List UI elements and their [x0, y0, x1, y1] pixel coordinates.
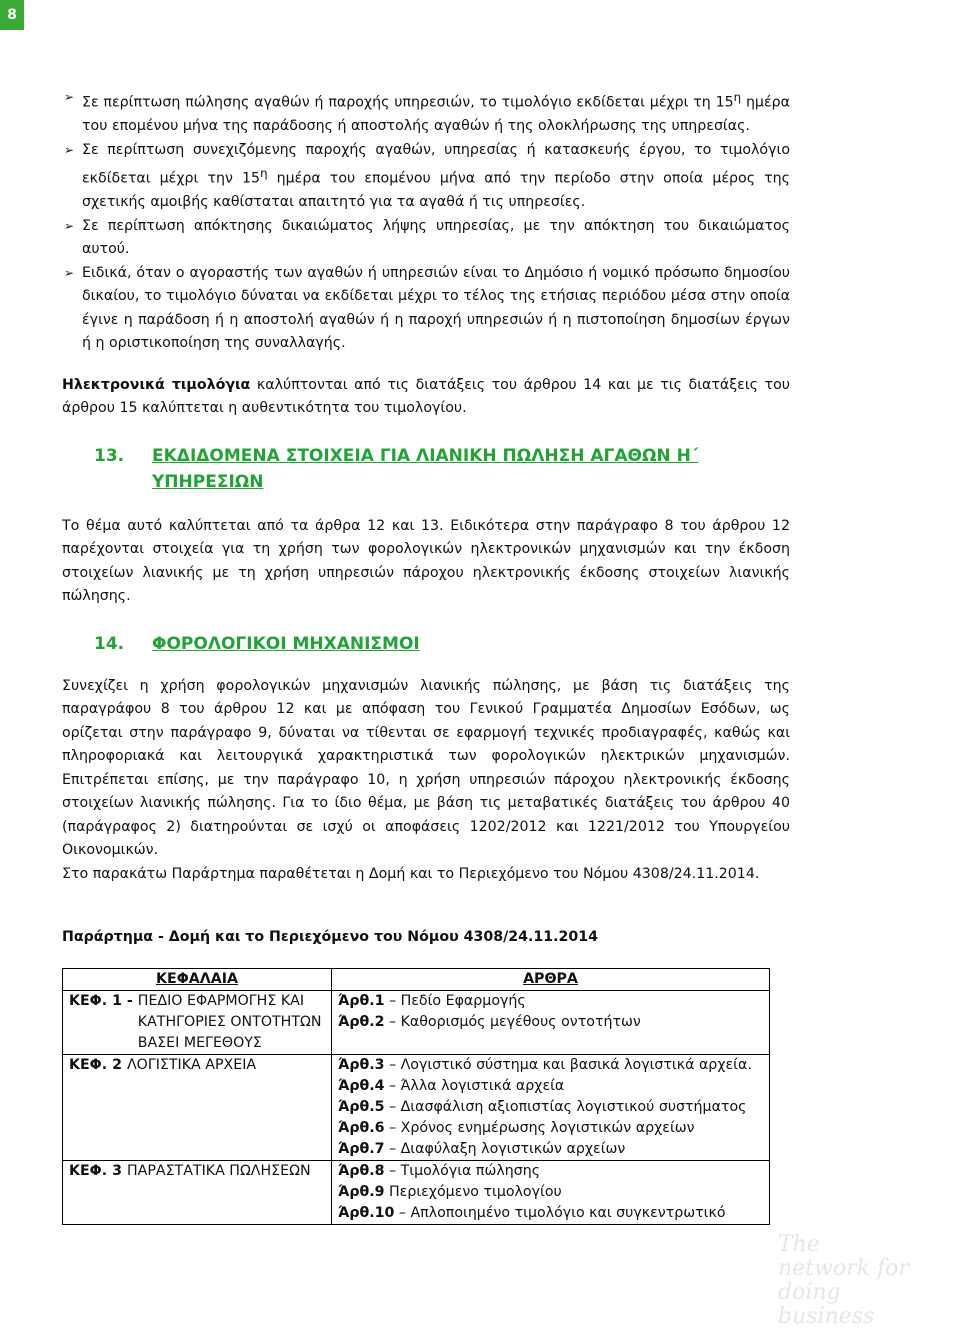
- bullet-list: [62, 86, 790, 356]
- appendix-title: Παράρτημα - Δομή και το Περιεχόμενο του Νόμου 4308/24.11.2014: [62, 929, 599, 946]
- section-14-text: Συνεχίζει η χρήση φορολογικών μηχανισμών λιανικής πώλησης, με βάση τις διατάξεις της παραγράφου 8 του άρθρου 12 και με απόφαση του Γενικού Γραμματέα Δημοσίων Εσόδων, ως ορίζεται στην παράγραφο 9, δύναται να τίθενται σε εφαρμογή τεχνικές προδιαγραφές, καθώς και πληροφοριακά και λειτουργικά χαρακτηριστικά των φορολογικών ηλεκτρικών μηχανισμών. Επιτρέπεται επίσης, με την παράγραφο 10, η χρήση υπηρεσιών πάροχου ηλεκτρονικής έκδοσης στοιχείων λιανικής πώλησης. Για το ίδιο θέμα, με βάση τις μεταβατικές διατάξεις του άρθρου 40 (παράγραφος 2) διατηρούνται σε ισχύ οι αποφάσεις 1202/2012 και 1221/2012 του Υπουργείου Οικονομικών.: [62, 677, 790, 859]
- document-body: [62, 86, 790, 1225]
- list-item: ➢ Σε περίπτωση συνεχιζόμενης παροχής αγαθών, υπηρεσίας ή κατασκευής έργου, το τιμολόγιο εκδίδεται μέχρι την $15^\eta$ ημέρα του επομένου μήνα από την περίοδο στην οποία μέρος της σχετικής αμοιβής καθίσταται απαιτητό για τα αγαθά ή τις υπηρεσίες.: [62, 139, 790, 215]
- col-chapters-header: ΚΕΦΑΛΑΙΑ: [63, 968, 332, 990]
- article-item: Άρθ.3 – Λογιστικό σύστημα και βασικά λογιστικά αρχεία.: [338, 1056, 752, 1073]
- table-row: [63, 1054, 770, 1160]
- article-item: Άρθ.9 Περιεχόμενο τιμολογίου: [338, 1183, 562, 1200]
- section-13-heading: 13. ΕΚΔΙΔΟΜΕΝΑ ΣΤΟΙΧΕΙΑ ΓΙΑ ΛΙΑΝΙΚΗ ΠΩΛΗΣΗ ΑΓΑΘΩΝ Η΄ ΥΠΗΡΕΣΙΩΝ: [94, 445, 699, 492]
- articles-cell: [332, 1160, 770, 1224]
- arrow-bullet-icon: ➢: [64, 218, 75, 233]
- section-13-text: Το θέμα αυτό καλύπτεται από τα άρθρα 12 και 13. Ειδικότερα στην παράγραφο 8 του άρθρου 12 παρέχονται στοιχεία για τη χρήση των φορολογικών ηλεκτρονικών μηχανισμών και την έκδοση στοιχείων λιανικής με τη χρήση υπηρεσιών πάροχου ηλεκτρονικής έκδοσης στοιχείων λιανικής πώλησης.: [62, 517, 790, 605]
- page-number: 8: [0, 0, 24, 30]
- articles-cell: [332, 1054, 770, 1160]
- arrow-bullet-icon: ➢: [64, 142, 75, 157]
- col-articles-header: ΑΡΘΡΑ: [332, 968, 770, 990]
- article-item: Άρθ.4 – Άλλα λογιστικά αρχεία: [338, 1077, 565, 1094]
- article-item: Άρθ.1 – Πεδίο Εφαρμογής: [338, 992, 526, 1009]
- article-item: Άρθ.2 – Καθορισμός μεγέθους οντοτήτων: [338, 1013, 641, 1030]
- arrow-bullet-icon: ➢: [64, 265, 75, 280]
- einvoice-paragraph: Ηλεκτρονικά τιμολόγια καλύπτονται από τις διατάξεις του άρθρου 14 και με τις διατάξεις του άρθρου 15 καλύπτεται η αυθεντικότητα του τιμολογίου.: [62, 376, 790, 417]
- watermark-logo: The network for doing business: [778, 1232, 909, 1329]
- article-item: Άρθ.10 – Απλοποιημένο τιμολόγιο και συγκεντρωτικό: [338, 1204, 726, 1221]
- chapter-cell: ΚΕΦ. 3 ΠΑΡΑΣΤΑΤΙΚΑ ΠΩΛΗΣΕΩΝ: [63, 1160, 332, 1224]
- law-structure-table: [62, 968, 770, 1225]
- table-row: [63, 990, 770, 1054]
- article-item: Άρθ.6 – Χρόνος ενημέρωσης λογιστικών αρχείων: [338, 1119, 695, 1136]
- table-header-row: [63, 968, 770, 990]
- article-item: Άρθ.7 – Διαφύλαξη λογιστικών αρχείων: [338, 1140, 626, 1157]
- list-item: ➢ Σε περίπτωση πώλησης αγαθών ή παροχής υπηρεσιών, το τιμολόγιο εκδίδεται μέχρι τη $15^\eta$ ημέρα του επομένου μήνα της παράδοσης ή αποστολής αγαθών ή της ολοκλήρωσης της υπηρεσίας.: [62, 86, 790, 139]
- articles-cell: [332, 990, 770, 1054]
- table-row: [63, 1160, 770, 1224]
- chapter-cell: ΚΕΦ. 2 ΛΟΓΙΣΤΙΚΑ ΑΡΧΕΙΑ: [63, 1054, 332, 1160]
- article-item: Άρθ.5 – Διασφάλιση αξιοπιστίας λογιστικού συστήματος: [338, 1098, 747, 1115]
- section-14-heading: 14. ΦΟΡΟΛΟΓΙΚΟΙ ΜΗΧΑΝΙΣΜΟΙ: [94, 633, 420, 654]
- arrow-bullet-icon: ➢: [64, 90, 75, 104]
- article-item: Άρθ.8 – Τιμολόγια πώλησης: [338, 1162, 541, 1179]
- section-14-note: Στο παρακάτω Παράρτημα παραθέτεται η Δομή και το Περιεχόμενο του Νόμου 4308/24.11.2014.: [62, 865, 760, 882]
- list-item: ➢ Σε περίπτωση απόκτησης δικαιώματος λήψης υπηρεσίας, με την απόκτηση του δικαιώματος αυτού.: [62, 215, 790, 262]
- list-item: ➢ Ειδικά, όταν ο αγοραστής των αγαθών ή υπηρεσιών είναι το Δημόσιο ή νομικό πρόσωπο δημοσίου δικαίου, το τιμολόγιο δύναται να εκδίδεται μέχρι το τέλος της ετήσιας περιόδου μέσα στην οποία έγινε η παράδοση ή η αποστολή αγαθών ή η παροχή υπηρεσιών ή η πιστοποίηση δημοσίων έργων ή η οριστικοποίηση της συναλλαγής.: [62, 262, 790, 356]
- chapter-cell: ΚΕΦ. 1 - ΠΕΔΙΟ ΕΦΑΡΜΟΓΗΣ ΚΑΙ ΚΑΤΗΓΟΡΙΕΣ ΟΝΤΟΤΗΤΩΝ ΒΑΣΕΙ ΜΕΓΕΘΟΥΣ: [63, 990, 332, 1054]
